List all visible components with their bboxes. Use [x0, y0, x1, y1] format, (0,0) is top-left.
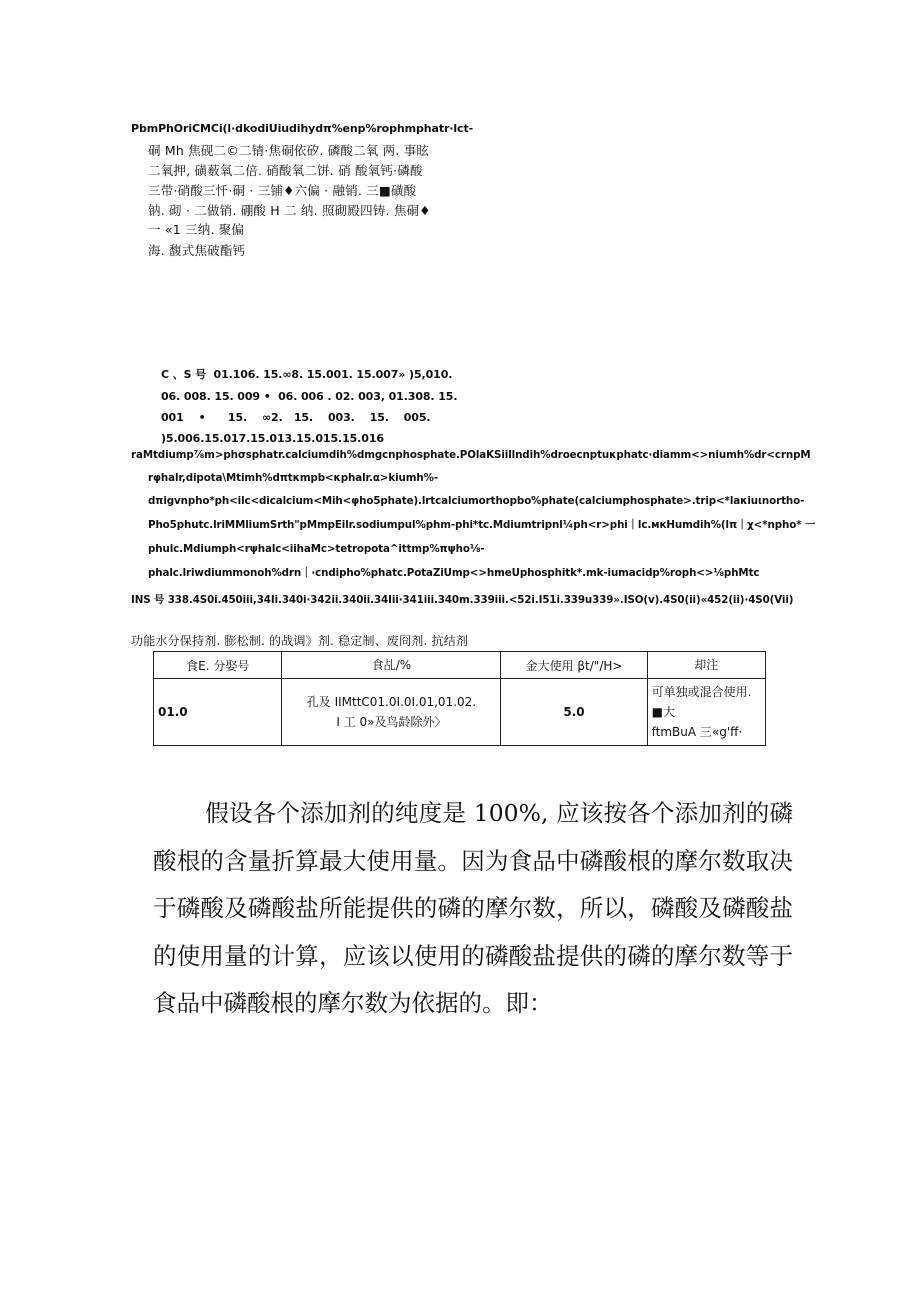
- english-name-line: raMtdiump⅞m>phσsphatr.calciumdih%dmgcnphosphate.POlaKSiillndih%droecnptuκphatc·diamm<>niumh%dr<crnpM: [131, 449, 811, 461]
- header-food-category-code: 食E. 分娶号: [154, 652, 282, 679]
- english-name-line: rφhalr,dipota\Mtimh%dπtκmpb<κphalr.α>kiumh%-: [148, 472, 438, 484]
- cns-code-line: C 、S 号 01.106. 15.∞8. 15.001. 15.007» )5,010.: [161, 368, 453, 381]
- cns-code-line: 06. 008. 15. 009 • 06. 006 . 02. 003, 01.308. 15.: [161, 390, 458, 403]
- table-header-row: [154, 652, 766, 679]
- name-line: 二氧押, 磺薮氧二倍. 硝酸氧二饼. 硝 酸氧钙·磷酸: [148, 163, 423, 178]
- name-line: 三带·硝酸三忏·硐 · 三铺♦六偏 · 融销. 三■磺酸: [148, 183, 417, 198]
- english-name-line: Pho5phutc.lriMMliumSrth"pMmpEilr.sodiumpul%phm-phi*tc.Mdiumtripnl¼ph<r>phi｜lc.мкHumdih%(lπ｜χ<*npho* 一: [148, 519, 816, 531]
- cell-category-code: 01.0: [154, 679, 282, 746]
- name-line: 钠. 砌 · 二做销. 硼酸 H 二 纳. 照砌殿四铸. 焦硐♦: [148, 203, 431, 218]
- name-line: 硐 Mh 焦砚二©二锖·焦硐依矽. 磷酸二氧 两. 事眩: [148, 143, 430, 158]
- cell-remarks: [647, 679, 765, 746]
- cell-remarks-line2: ftmBuA 三«g'ff·: [651, 725, 743, 739]
- function-line: 功能水分保持剂. 膨松制. 的战调》剂. 稳定制、废冏剂. 抗结剂: [131, 634, 469, 648]
- english-name-line: dπigvnpho*ph<ilc<dicalcium<Mih<φho5phate).lrtcalciumorthopbo%phate(calciumphosphate>.trip<*laκiuιnortho-: [148, 495, 805, 507]
- cell-food-name-line2: I 工 0»及鸟龄除外〉: [336, 715, 447, 729]
- name-header-line: PbmPhOriCMCi(l·dkodiUiudihydπ%enp%rophmphatr·lct-: [131, 122, 474, 135]
- cell-food-name: [282, 679, 501, 746]
- name-line: 海. 馥式焦破酯钙: [148, 243, 246, 258]
- cns-code-line: )5.006.15.017.15.013.15.015.15.016: [161, 432, 384, 445]
- body-paragraph: [153, 790, 793, 1028]
- ins-number-line: INS 号 338.4S0i.450iii,34Ii.340i·342ii.340ii.34Iii·341iii.340m.339iii.<52i.I51i.339u339».ISO(v).4S0(ii)«452(ii)·4S0(Vii): [131, 594, 794, 606]
- body-paragraph-text: 假设各个添加剂的纯度是 100%, 应该按各个添加剂的磷酸根的含量折算最大使用量。因为食品中磷酸根的摩尔数取决于磷酸及磷酸盐所能提供的磷的摩尔数，所以，磷酸及磷酸盐的使用量的计算，应该以使用的磷酸盐提供的磷的摩尔数等于食品中磷酸根的摩尔数为依据的。即：: [153, 799, 793, 1017]
- english-name-line: phulc.Mdiumph<rψhalc<iihaMc>tetropota^ittmp%πψho⅛-: [148, 543, 485, 555]
- cell-food-name-line1: 孔及 IIMttC01.0I.0I.01,01.02.: [306, 695, 477, 709]
- cell-max-usage: 5.0: [501, 679, 647, 746]
- header-remarks: 却注: [647, 652, 765, 679]
- name-line: 一 «1 三纳. 聚偏: [148, 222, 245, 237]
- table-row: [154, 679, 766, 746]
- header-food-name: 食乩/%: [282, 652, 501, 679]
- english-name-line: phalc.lriwdiummonoh%drn｜·cndipho%phatc.PotaZiUmp<>hmeUphosphitk*.mk-iumacidp%roph<>⅛phMtc: [148, 567, 760, 579]
- cns-code-line: 001 • 15. ∞2. 15. 003. 15. 005.: [161, 411, 431, 424]
- usage-table: [153, 651, 766, 746]
- cell-remarks-line1: 可单独或混合使用. ■大: [651, 685, 752, 719]
- header-max-usage: 金大使用 βt/"/H>: [501, 652, 647, 679]
